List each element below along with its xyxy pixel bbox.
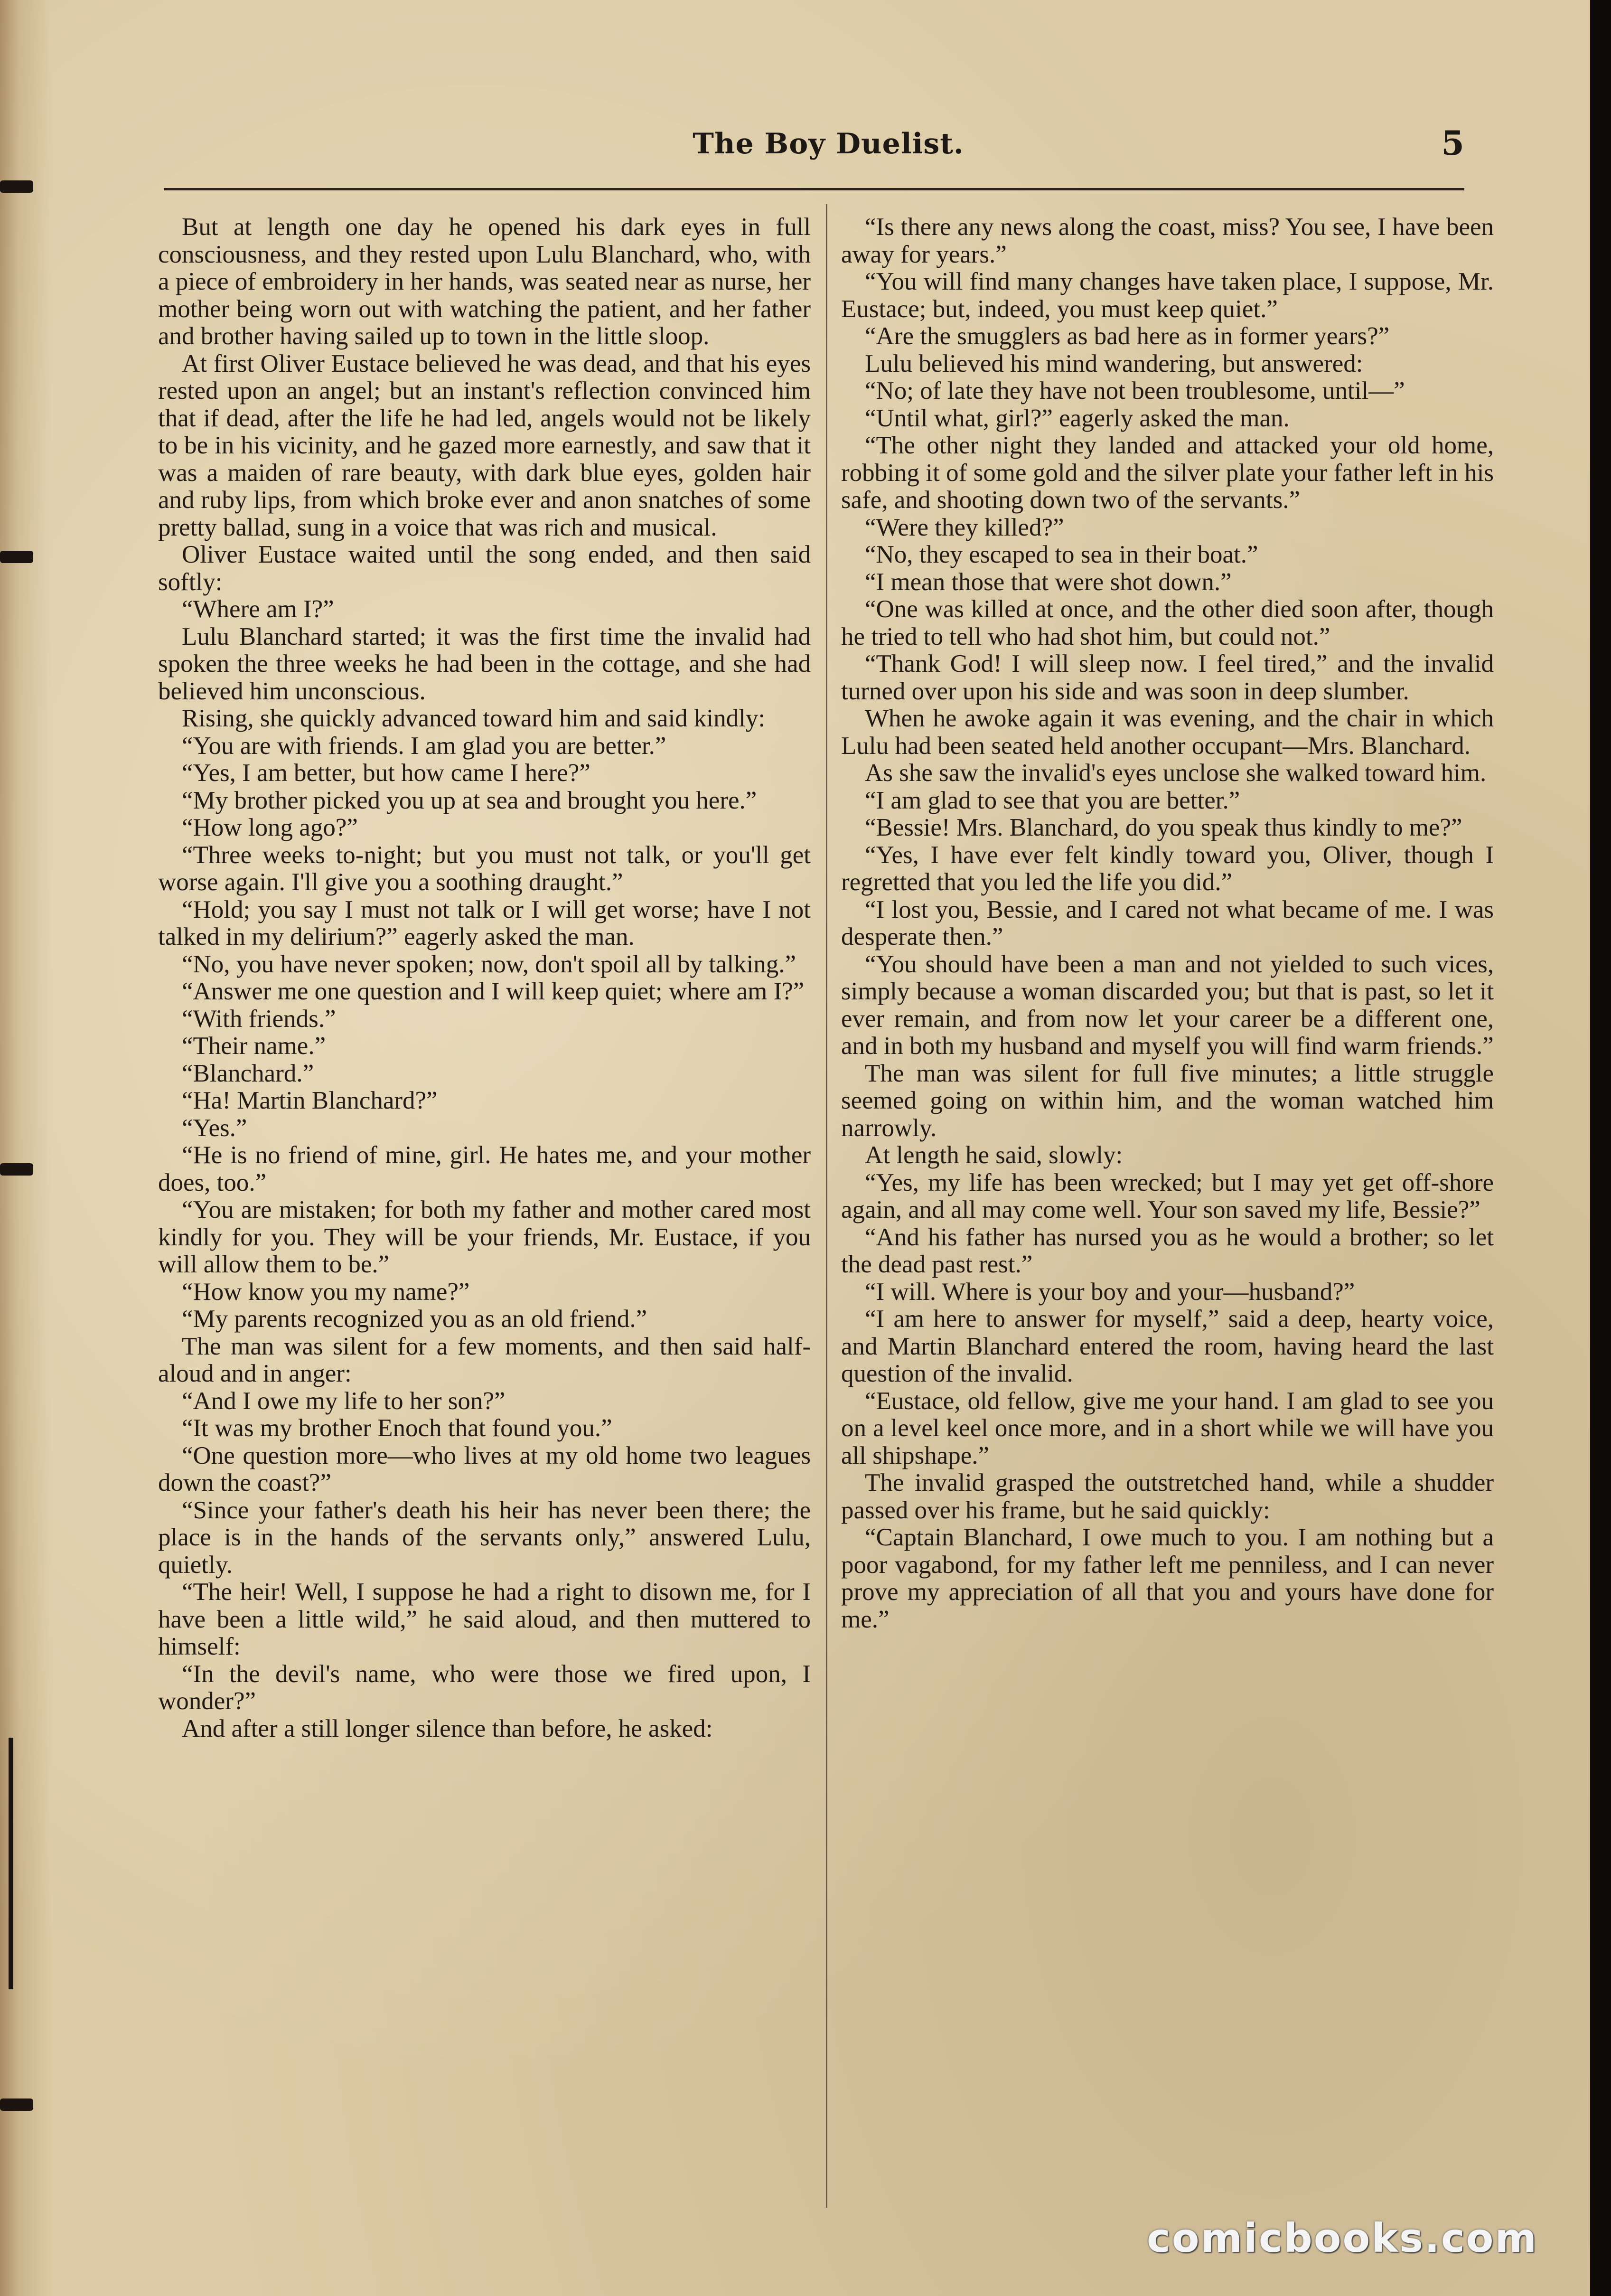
- paragraph: But at length one day he opened his dark eyes in full consciousness, and they rested upon Lulu Blanchard, who, with a piece of embroidery in her hands, was seated near as nurse, her mother being worn out with watching the patient, and her father and brother having sailed up to town in the little sloop.: [158, 213, 811, 350]
- paragraph: “Are the smugglers as bad here as in former years?”: [865, 322, 1390, 350]
- paragraph: “Their name.”: [182, 1032, 326, 1060]
- paragraph: “Hold; you say I must not talk or I will get worse; have I not talked in my delirium?” eagerly asked the man.: [158, 895, 811, 950]
- right-column: [841, 214, 1494, 1633]
- paragraph: “In the devil's name, who were those we fired upon, I wonder?”: [158, 1660, 811, 1715]
- paragraph: “Eustace, old fellow, give me your hand. I am glad to see you on a level keel once more, and in a short while we will have you all shipshape.”: [841, 1387, 1494, 1469]
- paragraph: “And his father has nursed you as he would a brother; so let the dead past rest.”: [841, 1223, 1494, 1278]
- paragraph: “Blanchard.”: [182, 1059, 314, 1087]
- paragraph: “One question more—who lives at my old home two leagues down the coast?”: [158, 1441, 811, 1496]
- paragraph: The man was silent for full five minutes; a little struggle seemed going on within him, and the woman watched him narrowly.: [841, 1059, 1494, 1142]
- paragraph: “I mean those that were shot down.”: [865, 568, 1232, 596]
- binding-stitch-mark: [0, 2098, 33, 2111]
- paragraph: The man was silent for a few moments, and then said half-aloud and in anger:: [158, 1332, 811, 1387]
- paragraph: Oliver Eustace waited until the song ended, and then said softly:: [158, 541, 811, 596]
- paragraph: “How long ago?”: [182, 814, 358, 841]
- paragraph: At length he said, slowly:: [865, 1141, 1123, 1169]
- paragraph: “You should have been a man and not yielded to such vices, simply because a woman discarded you; but that is past, so let it ever remain, and from now let your career be a different one, and in both my husband and myself you will find warm friends.”: [841, 950, 1494, 1060]
- paragraph: “It was my brother Enoch that found you.”: [182, 1414, 612, 1442]
- paragraph: “And I owe my life to her son?”: [182, 1387, 506, 1415]
- binding-stitch-mark: [0, 1163, 33, 1176]
- paragraph: “I lost you, Bessie, and I cared not what became of me. I was desperate then.”: [841, 895, 1494, 950]
- paragraph: “Captain Blanchard, I owe much to you. I am nothing but a poor vagabond, for my father left me penniless, and I can never prove my appreciation of all that you and yours have done for me.”: [841, 1524, 1494, 1633]
- paragraph: “Were they killed?”: [865, 513, 1064, 541]
- paragraph: Lulu Blanchard started; it was the first time the invalid had spoken the three weeks he had been in the cottage, and she had believed him unconscious.: [158, 622, 811, 705]
- watermark-logo: comicbooks.com: [1147, 2215, 1538, 2261]
- paragraph: “Is there any news along the coast, miss? You see, I have been away for years.”: [841, 213, 1494, 268]
- paragraph: “He is no friend of mine, girl. He hates me, and your mother does, too.”: [158, 1141, 811, 1196]
- paragraph: Rising, she quickly advanced toward him and said kindly:: [182, 705, 766, 732]
- paragraph: “No, they escaped to sea in their boat.”: [865, 541, 1258, 568]
- paragraph: “You are mistaken; for both my father and mother cared most kindly for you. They will be your friends, Mr. Eustace, if you will allow them to be.”: [158, 1196, 811, 1278]
- running-title: The Boy Duelist.: [693, 127, 964, 160]
- page-header: [164, 123, 1493, 170]
- paragraph: “Three weeks to-night; but you must not talk, or you'll get worse again. I'll give you a soothing draught.”: [158, 841, 811, 896]
- binding-stitch-mark: [0, 551, 33, 563]
- paragraph: “You will find many changes have taken place, I suppose, Mr. Eustace; but, indeed, you must keep quiet.”: [841, 268, 1494, 323]
- paragraph: “Bessie! Mrs. Blanchard, do you speak thus kindly to me?”: [865, 814, 1462, 841]
- paragraph: “My parents recognized you as an old friend.”: [182, 1305, 647, 1333]
- paragraph: “I am here to answer for myself,” said a deep, hearty voice, and Martin Blanchard entered the room, having heard the last question of the invalid.: [841, 1305, 1494, 1387]
- paragraph: Lulu believed his mind wandering, but answered:: [865, 349, 1363, 377]
- paragraph: “I am glad to see that you are better.”: [865, 786, 1240, 814]
- paragraph: “Yes, I am better, but how came I here?”: [182, 759, 590, 787]
- paragraph: “One was killed at once, and the other died soon after, though he tried to tell who had shot him, but could not.”: [841, 595, 1494, 650]
- column-divider: [826, 204, 827, 2208]
- paragraph: “Since your father's death his heir has never been there; the place is in the hands of the servants only,” answered Lulu, quietly.: [158, 1496, 811, 1579]
- paragraph: “Answer me one question and I will keep quiet; where am I?”: [182, 978, 805, 1005]
- paragraph: “My brother picked you up at sea and brought you here.”: [182, 786, 757, 814]
- paragraph: “The heir! Well, I suppose he had a right to disown me, for I have been a little wild,” he said aloud, and then muttered to himself:: [158, 1578, 811, 1660]
- header-rule: [164, 188, 1464, 190]
- paragraph: “Ha! Martin Blanchard?”: [182, 1087, 438, 1114]
- paragraph: “Thank God! I will sleep now. I feel tired,” and the invalid turned over upon his side and was soon in deep slumber.: [841, 650, 1494, 705]
- page-edge-shadow: [1590, 0, 1611, 2296]
- paragraph: As she saw the invalid's eyes unclose she walked toward him.: [865, 759, 1487, 787]
- paragraph: When he awoke again it was evening, and the chair in which Lulu had been seated held another occupant—Mrs. Blanchard.: [841, 705, 1494, 760]
- paragraph: “You are with friends. I am glad you are better.”: [182, 732, 666, 760]
- page-number: 5: [1441, 123, 1464, 163]
- paragraph: “No; of late they have not been troublesome, until—”: [865, 377, 1405, 405]
- paragraph: And after a still longer silence than before, he asked:: [182, 1714, 713, 1742]
- paragraph: “Where am I?”: [182, 595, 334, 623]
- paragraph: “How know you my name?”: [182, 1278, 470, 1306]
- left-column: [158, 214, 811, 1742]
- paragraph: At first Oliver Eustace believed he was dead, and that his eyes rested upon an angel; but an instant's reflection convinced him that if dead, after the life he had led, angels would not be likely to be in his vicinity, and he gazed more earnestly, and saw that it was a maiden of rare beauty, with dark blue eyes, golden hair and ruby lips, from which broke ever and anon snatches of some pretty ballad, sung in a voice that was rich and musical.: [158, 349, 811, 541]
- paragraph: “No, you have never spoken; now, don't spoil all by talking.”: [182, 950, 796, 978]
- paragraph: “With friends.”: [182, 1005, 336, 1033]
- paragraph: “Yes, my life has been wrecked; but I may yet get off-shore again, and all may come well. Your son saved my life, Bessie?”: [841, 1168, 1494, 1223]
- paragraph: “I will. Where is your boy and your—husband?”: [865, 1278, 1355, 1306]
- paragraph: “Yes.”: [182, 1114, 247, 1142]
- paragraph: “Until what, girl?” eagerly asked the man.: [865, 404, 1290, 432]
- binding-stitch-mark: [0, 180, 33, 193]
- paragraph: The invalid grasped the outstretched hand, while a shudder passed over his frame, but he said quickly:: [841, 1469, 1494, 1524]
- paragraph: “The other night they landed and attacked your old home, robbing it of some gold and the silver plate your father left in his safe, and shooting down two of the servants.”: [841, 432, 1494, 514]
- binding-thread: [9, 1738, 13, 1989]
- paragraph: “Yes, I have ever felt kindly toward you, Oliver, though I regretted that you led the life you did.”: [841, 841, 1494, 896]
